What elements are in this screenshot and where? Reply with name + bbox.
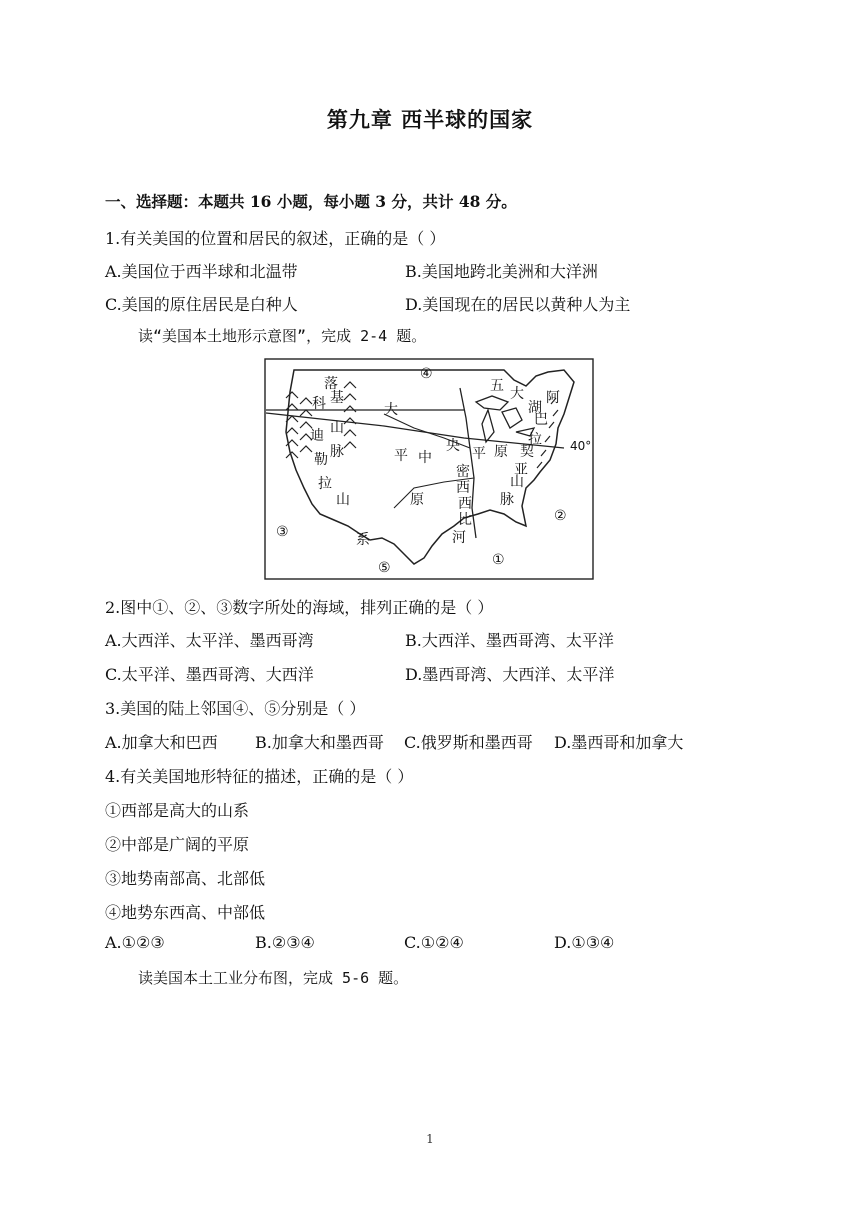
- svg-text:比: 比: [458, 512, 472, 528]
- q4-option-b: B.②③④: [255, 933, 315, 952]
- svg-text:山: 山: [330, 420, 344, 436]
- q4-option-d: D.①③④: [554, 933, 615, 952]
- q1-option-c: C.美国的原住居民是白种人: [105, 295, 298, 314]
- q1-option-b: B.美国地跨北美洲和大洋洲: [405, 262, 598, 281]
- map-label-5: ⑤: [378, 560, 391, 576]
- map-label-1: ①: [492, 552, 505, 568]
- us-terrain-map: [264, 358, 594, 580]
- section-heading: 一、选择题：本题共 16 小题，每小题 3 分，共计 48 分。: [105, 192, 517, 211]
- q4-option-c: C.①②④: [404, 933, 464, 952]
- q1-option-d: D.美国现在的居民以黄种人为主: [405, 295, 631, 314]
- next-intro: 读美国本土工业分布图，完成 5-6 题。: [138, 969, 409, 987]
- map-label-2: ②: [554, 508, 567, 524]
- map-label-40deg: 40°: [570, 439, 592, 453]
- svg-text:央: 央: [446, 438, 460, 454]
- svg-text:大: 大: [384, 402, 398, 418]
- svg-text:拉: 拉: [318, 476, 332, 492]
- svg-text:平: 平: [472, 446, 486, 462]
- svg-text:巴: 巴: [534, 412, 548, 428]
- svg-text:山: 山: [336, 492, 350, 508]
- q4-statement-1: ①西部是高大的山系: [105, 801, 250, 820]
- svg-text:亚: 亚: [514, 462, 528, 478]
- q4-statement-3: ③地势南部高、北部低: [105, 869, 266, 888]
- svg-text:中: 中: [418, 450, 432, 466]
- svg-text:平: 平: [394, 448, 408, 464]
- q3-option-c: C.俄罗斯和墨西哥: [404, 733, 533, 752]
- q4-statement-4: ④地势东西高、中部低: [105, 903, 266, 922]
- svg-text:大: 大: [510, 386, 524, 402]
- svg-text:基: 基: [330, 390, 344, 406]
- svg-text:山: 山: [510, 474, 524, 490]
- svg-text:阿: 阿: [546, 390, 560, 406]
- svg-text:脉: 脉: [500, 492, 514, 508]
- svg-text:契: 契: [520, 444, 534, 460]
- svg-text:拉: 拉: [528, 432, 542, 448]
- svg-text:原: 原: [410, 492, 424, 508]
- q4-statement-2: ②中部是广阔的平原: [105, 835, 250, 854]
- q3-option-d: D.墨西哥和加拿大: [554, 733, 684, 752]
- svg-text:西: 西: [456, 480, 470, 496]
- svg-text:勒: 勒: [314, 452, 328, 468]
- q2-option-c: C.太平洋、墨西哥湾、大西洋: [105, 665, 314, 684]
- svg-text:科: 科: [312, 396, 326, 412]
- q4-option-a: A.①②③: [105, 933, 165, 952]
- q3-stem: 3.美国的陆上邻国④、⑤分别是（ ）: [105, 699, 366, 718]
- page-title: 第九章 西半球的国家: [326, 107, 534, 132]
- q4-stem: 4.有关美国地形特征的描述，正确的是（ ）: [105, 767, 414, 786]
- svg-text:五: 五: [490, 378, 504, 394]
- q2-stem: 2.图中①、②、③数字所处的海域，排列正确的是（ ）: [105, 598, 494, 617]
- svg-text:系: 系: [356, 532, 370, 548]
- svg-text:落: 落: [324, 376, 338, 392]
- q2-option-b: B.大西洋、墨西哥湾、太平洋: [405, 631, 614, 650]
- svg-text:脉: 脉: [330, 444, 344, 460]
- map-label-3: ③: [276, 524, 289, 540]
- svg-text:西: 西: [458, 496, 472, 512]
- svg-text:迪: 迪: [310, 428, 324, 444]
- q3-option-a: A.加拿大和巴西: [105, 733, 218, 752]
- page-number: 1: [426, 1132, 434, 1146]
- svg-text:原: 原: [494, 444, 508, 460]
- q1-option-a: A.美国位于西半球和北温带: [105, 262, 298, 281]
- svg-text:湖: 湖: [528, 400, 542, 416]
- svg-text:河: 河: [452, 530, 466, 546]
- map-label-4: ④: [420, 366, 433, 382]
- q2-option-a: A.大西洋、太平洋、墨西哥湾: [105, 631, 314, 650]
- q2-option-d: D.墨西哥湾、大西洋、太平洋: [405, 665, 615, 684]
- q1-stem: 1.有关美国的位置和居民的叙述，正确的是（ ）: [105, 229, 446, 248]
- svg-text:密: 密: [456, 464, 470, 480]
- map-intro: 读“美国本土地形示意图”，完成 2-4 题。: [138, 327, 427, 345]
- q3-option-b: B.加拿大和墨西哥: [255, 733, 384, 752]
